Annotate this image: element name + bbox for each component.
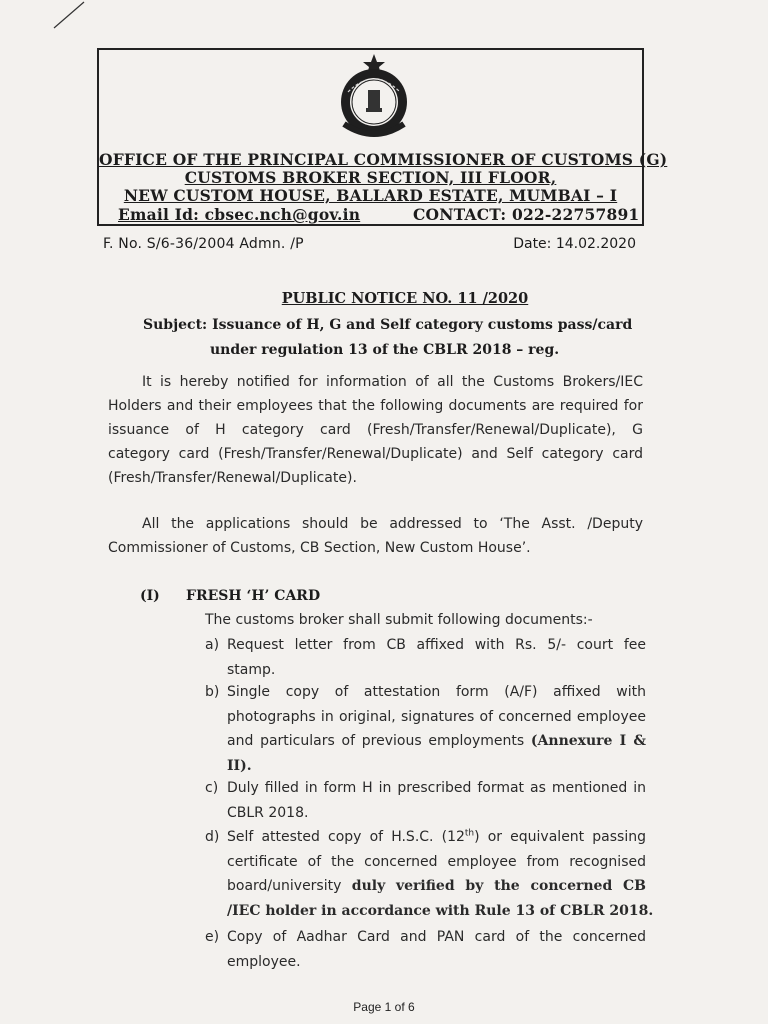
list-item xyxy=(205,680,646,778)
item-line: Single copy of attestation form (A/F) affixed with xyxy=(227,684,646,700)
item-line: certificate of the concerned employee from recognised xyxy=(227,853,646,870)
item-label: e) xyxy=(205,929,220,945)
item-label: b) xyxy=(205,684,220,700)
notice-title: PUBLIC NOTICE NO. 11 /2020 xyxy=(281,290,529,307)
paragraph-line: category card (Fresh/Transfer/Renewal/Duplicate) and Self category card xyxy=(108,446,643,462)
paragraph-line: It is hereby notified for information of all the Customs Brokers/IEC xyxy=(142,374,643,390)
section-name: CUSTOMS BROKER SECTION, III FLOOR, xyxy=(184,168,557,187)
paragraph-intro xyxy=(108,370,643,490)
item-text: ) or equivalent passing xyxy=(474,829,646,845)
subject-line-2: under regulation 13 of the CBLR 2018 – reg. xyxy=(210,342,560,358)
item-line: photographs in original, signatures of concerned employee xyxy=(227,708,646,725)
annexure-ref: (Annexure I & xyxy=(530,733,646,749)
item-label: c) xyxy=(205,780,219,796)
notice-date: Date: 14.02.2020 xyxy=(513,236,636,252)
item-line: employee. xyxy=(227,953,301,970)
file-number: F. No. S/6-36/2004 Admn. /P xyxy=(103,236,304,252)
item-line: CBLR 2018. xyxy=(227,804,309,821)
item-text: and particulars of previous employments xyxy=(227,733,525,749)
subject-line-1: Subject: Issuance of H, G and Self category customs pass/card xyxy=(143,317,633,333)
verification-note-cont: /IEC holder in accordance with Rule 13 of CBLR 2018. xyxy=(227,902,654,919)
paragraph-addressing xyxy=(108,512,643,560)
annexure-ref-cont: II). xyxy=(227,757,252,774)
item-line: Request letter from CB affixed with Rs. 5/- court fee xyxy=(227,637,646,653)
paragraph-line: issuance of H category card (Fresh/Transfer/Renewal/Duplicate), G xyxy=(108,422,643,438)
paragraph-line: All the applications should be addressed to ‘The Asst. /Deputy xyxy=(142,516,643,532)
pen-stroke-mark xyxy=(50,0,90,30)
item-line: Copy of Aadhar Card and PAN card of the concerned xyxy=(227,929,646,945)
list-item xyxy=(205,925,646,974)
section-number: (I) xyxy=(140,588,160,604)
item-line: Duly filled in form H in prescribed format as mentioned in xyxy=(227,780,646,796)
customs-emblem-icon xyxy=(324,52,424,140)
paragraph-line: Holders and their employees that the following documents are required for xyxy=(108,398,643,414)
item-text: Self attested copy of H.S.C. (12 xyxy=(227,829,465,845)
section-intro: The customs broker shall submit following documents:- xyxy=(205,612,593,628)
superscript: th xyxy=(464,828,475,839)
paragraph-line: Commissioner of Customs, CB Section, New Custom House’. xyxy=(108,540,531,556)
list-item xyxy=(205,633,646,682)
item-text: board/university xyxy=(227,878,342,894)
office-name: OFFICE OF THE PRINCIPAL COMMISSIONER OF CUSTOMS (G) xyxy=(99,150,668,169)
page-number: Page 1 of 6 xyxy=(353,1000,415,1014)
item-line: stamp. xyxy=(227,661,276,678)
item-label: a) xyxy=(205,637,220,653)
paragraph-line: (Fresh/Transfer/Renewal/Duplicate). xyxy=(108,470,357,486)
item-label: d) xyxy=(205,829,220,845)
list-item xyxy=(205,825,654,923)
email-text: Email Id: cbsec.nch@gov.in xyxy=(118,205,361,224)
contact-number: CONTACT: 022-22757891 xyxy=(413,205,640,224)
verification-note: duly verified by the concerned CB xyxy=(351,878,647,894)
list-item xyxy=(205,776,646,825)
section-title: FRESH ‘H’ CARD xyxy=(186,588,321,604)
office-address: NEW CUSTOM HOUSE, BALLARD ESTATE, MUMBAI – I xyxy=(123,186,618,205)
letterhead-box xyxy=(97,48,668,226)
